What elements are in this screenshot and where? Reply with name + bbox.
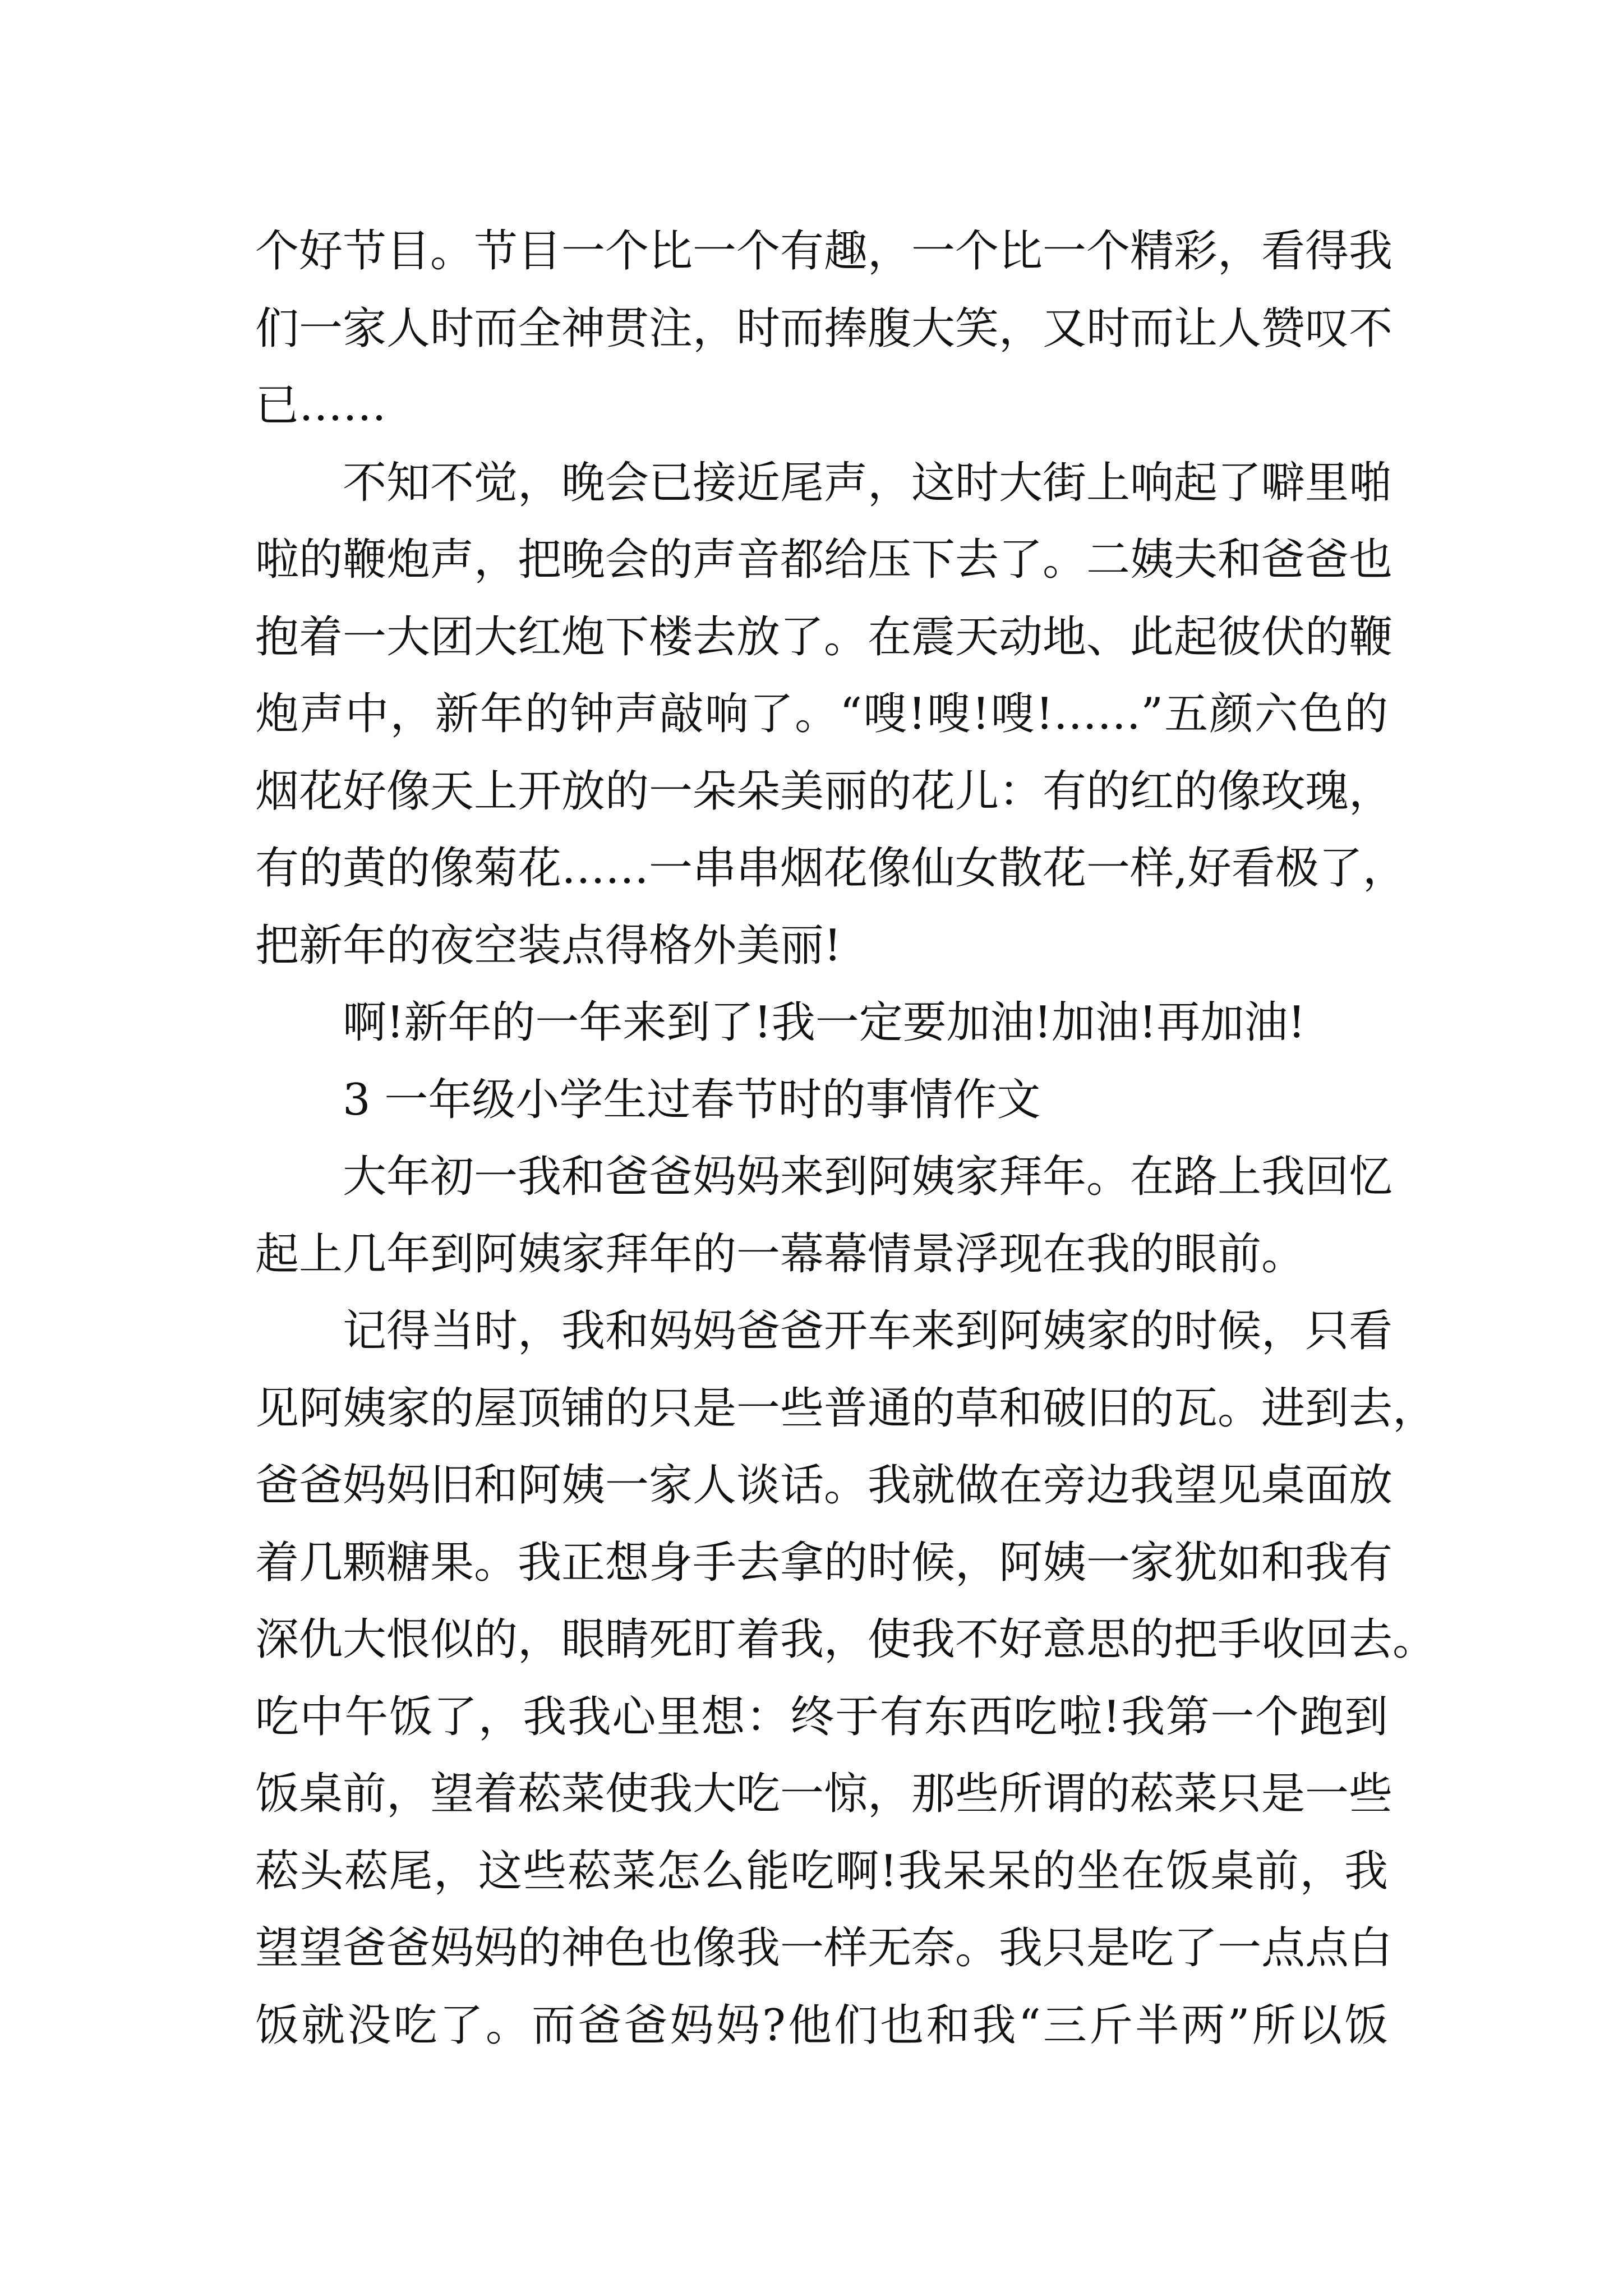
text-line: 不知不觉，晚会已接近尾声，这时大街上响起了噼里啪 (343, 457, 1393, 508)
text-line: 爸爸妈妈旧和阿姨一家人谈话。我就做在旁边我望见桌面放 (255, 1460, 1393, 1511)
text-line: 啦的鞭炮声，把晚会的声音都给压下去了。二姨夫和爸爸也 (255, 535, 1393, 585)
text-line: 吃中午饭了，我我心里想：终于有东西吃啦!我第一个跑到 (255, 1691, 1388, 1742)
text-line: 饭就没吃了。而爸爸妈妈?他们也和我“三斤半两”所以饭 (255, 2000, 1388, 2051)
text-line: 有的黄的像菊花……一串串烟花像仙女散花一样,好看极了， (255, 843, 1407, 894)
text-line: 记得当时，我和妈妈爸爸开车来到阿姨家的时候，只看 (343, 1306, 1393, 1356)
text-line: 个好节目。节目一个比一个有趣，一个比一个精彩，看得我 (255, 226, 1393, 277)
text-line: 大年初一我和爸爸妈妈来到阿姨家拜年。在路上我回忆 (343, 1152, 1393, 1202)
text-line: 起上几年到阿姨家拜年的一幕幕情景浮现在我的眼前。 (255, 1228, 1306, 1280)
text-line: 着几颗糖果。我正想身手去拿的时候，阿姨一家犹如和我有 (255, 1537, 1393, 1588)
text-line: 已…… (255, 380, 387, 431)
text-line: 抱着一大团大红炮下楼去放了。在震天动地、此起彼伏的鞭 (255, 611, 1393, 662)
text-line: 菘头菘尾，这些菘菜怎么能吃啊!我呆呆的坐在饭桌前，我 (255, 1846, 1388, 1897)
text-line: 把新年的夜空装点得格外美丽! (255, 920, 842, 971)
text-line: 3 一年级小学生过春节时的事情作文 (343, 1074, 1041, 1125)
document-body (255, 213, 1437, 2064)
text-line: 炮声中，新年的钟声敲响了。“嗖!嗖!嗖!……”五颜六色的 (255, 689, 1388, 739)
text-line: 们一家人时而全神贯注，时而捧腹大笑，又时而让人赞叹不 (255, 303, 1393, 354)
text-line: 烟花好像天上开放的一朵朵美丽的花儿：有的红的像玫瑰， (255, 766, 1393, 817)
text-line: 见阿姨家的屋顶铺的只是一些普通的草和破旧的瓦。进到去， (255, 1383, 1437, 1434)
text-line: 啊!新年的一年来到了!我一定要加油!加油!再加油! (343, 997, 1306, 1048)
text-line: 望望爸爸妈妈的神色也像我一样无奈。我只是吃了一点点白 (255, 1923, 1393, 1973)
text-line: 深仇大恨似的，眼睛死盯着我，使我不好意思的把手收回去。 (255, 1614, 1437, 1665)
text-line: 饭桌前，望着菘菜使我大吃一惊，那些所谓的菘菜只是一些 (255, 1769, 1393, 1819)
